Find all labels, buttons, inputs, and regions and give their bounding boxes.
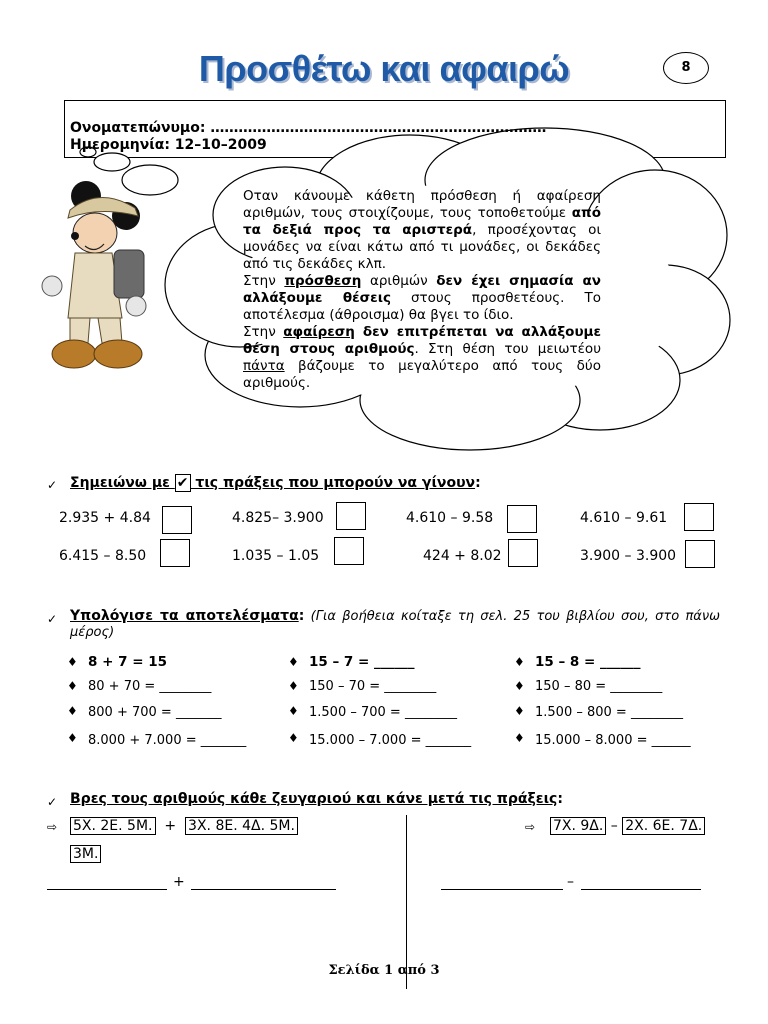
calc-example: 15 – 7 = ______ bbox=[309, 654, 415, 670]
calc-item: 150 – 70 = ________ bbox=[309, 679, 437, 694]
left-pair: 5Χ. 2Ε. 5Μ. + 3Χ. 8Ε. 4Δ. 5Μ. bbox=[70, 818, 298, 834]
diamond-bullet-icon: ♦ bbox=[288, 731, 299, 745]
calc-item: 1.500 – 800 = ________ bbox=[535, 705, 683, 720]
exercise-item: 6.415 – 8.50 bbox=[59, 548, 147, 564]
calc-item: 15.000 – 8.000 = ______ bbox=[535, 733, 691, 748]
plus-sign: + bbox=[173, 874, 185, 890]
diamond-bullet-icon: ♦ bbox=[514, 655, 525, 669]
checkmark-bullet-icon: ✓ bbox=[47, 478, 58, 492]
page-title: Προσθέτω και αφαιρώ bbox=[198, 48, 570, 89]
calc-item: 150 – 80 = ________ bbox=[535, 679, 663, 694]
answer-checkbox[interactable] bbox=[508, 539, 538, 567]
name-field-line: Ονοματεπώνυμο: ……………………………………………………………… bbox=[70, 120, 547, 136]
exercise-item: 1.035 – 1.05 bbox=[232, 548, 320, 564]
exercise-item: 4.610 – 9.61 bbox=[580, 510, 668, 526]
calc-item: 800 + 700 = _______ bbox=[88, 705, 222, 720]
checkbox-sample-icon: ✔ bbox=[176, 475, 189, 491]
calc-example: 15 – 8 = ______ bbox=[535, 654, 641, 670]
minus-sign: – bbox=[567, 874, 574, 890]
calc-item: 8.000 + 7.000 = _______ bbox=[88, 733, 247, 748]
answer-checkbox[interactable] bbox=[685, 540, 715, 568]
diamond-bullet-icon: ♦ bbox=[288, 655, 299, 669]
diamond-bullet-icon: ♦ bbox=[514, 704, 525, 718]
calc-example: 8 + 7 = 15 bbox=[88, 654, 167, 670]
date-line: Ημερομηνία: 12–10–2009 bbox=[70, 137, 267, 153]
exercise-item: 424 + 8.02 bbox=[423, 548, 502, 564]
diamond-bullet-icon: ♦ bbox=[67, 731, 78, 745]
diamond-bullet-icon: ♦ bbox=[514, 679, 525, 693]
answer-checkbox[interactable] bbox=[507, 505, 537, 533]
diamond-bullet-icon: ♦ bbox=[67, 655, 78, 669]
section3-heading: Βρες τους αριθμούς κάθε ζευγαριού και κάνε μετά τις πράξεις: bbox=[70, 791, 563, 807]
diamond-bullet-icon: ♦ bbox=[514, 731, 525, 745]
cloud-explanation-text: Οταν κάνουμε κάθετη πρόσθεση ή αφαίρεση αριθμών, τους στοιχίζουμε, τους τοποθετούμε από τα δεξιά προς τα αριστερά, προσέχοντας οι μονάδες να είναι κάτω από τι μονάδες, οι δεκάδες από τις δεκάδες κλπ. Στην πρόσθεση αριθμών δεν έχει σημασία αν αλλάξουμε θέσεις στους προσθετέους. Το αποτέλεσμα (άθροισμα) θα βγει το ίδιο. Στην αφαίρεση δεν επιτρέπεται να αλλάξουμε θέση στους αριθμούς. Στη θέση του μειωτέου πάντα βάζουμε το μεγαλύτερο από τους δύο αριθμούς. bbox=[243, 188, 602, 391]
diamond-bullet-icon: ♦ bbox=[288, 679, 299, 693]
diamond-bullet-icon: ♦ bbox=[288, 704, 299, 718]
answer-checkbox[interactable] bbox=[160, 539, 190, 567]
checkmark-bullet-icon: ✓ bbox=[47, 795, 58, 809]
answer-checkbox[interactable] bbox=[336, 502, 366, 530]
exercise-item: 2.935 + 4.84 bbox=[59, 510, 151, 526]
calc-item: 80 + 70 = ________ bbox=[88, 679, 212, 694]
section2-heading: Υπολόγισε τα αποτελέσματα: (Για βοήθεια κοίταξε τη σελ. 25 του βιβλίου σου, στο πάνω μέρος) bbox=[70, 608, 720, 640]
answer-checkbox[interactable] bbox=[162, 506, 192, 534]
calc-item: 15.000 – 7.000 = _______ bbox=[309, 733, 472, 748]
page-footer: Σελίδα 1 από 3 bbox=[328, 963, 440, 978]
answer-checkbox[interactable] bbox=[334, 537, 364, 565]
diamond-bullet-icon: ♦ bbox=[67, 704, 78, 718]
answer-checkbox[interactable] bbox=[684, 503, 714, 531]
left-pair-continued: 3Μ. bbox=[70, 846, 101, 862]
calc-item: 1.500 – 700 = ________ bbox=[309, 705, 457, 720]
exercise-item: 3.900 – 3.900 bbox=[580, 548, 677, 564]
section1-heading: Σημειώνω με ✔ τις πράξεις που μπορούν να γίνουν: bbox=[70, 475, 481, 491]
answer-line[interactable] bbox=[581, 889, 701, 890]
arrow-bullet-icon: ⇨ bbox=[525, 820, 536, 834]
diamond-bullet-icon: ♦ bbox=[67, 679, 78, 693]
exercise-item: 4.610 – 9.58 bbox=[406, 510, 494, 526]
checkmark-bullet-icon: ✓ bbox=[47, 612, 58, 626]
right-pair: 7Χ. 9Δ. – 2Χ. 6Ε. 7Δ. bbox=[550, 818, 705, 834]
answer-line[interactable] bbox=[441, 889, 563, 890]
answer-line[interactable] bbox=[47, 889, 167, 890]
arrow-bullet-icon: ⇨ bbox=[47, 820, 58, 834]
page-number-badge: 8 bbox=[663, 52, 709, 84]
exercise-item: 4.825– 3.900 bbox=[232, 510, 324, 526]
cartoon-mouse-illustration bbox=[40, 178, 160, 373]
answer-line[interactable] bbox=[191, 889, 336, 890]
